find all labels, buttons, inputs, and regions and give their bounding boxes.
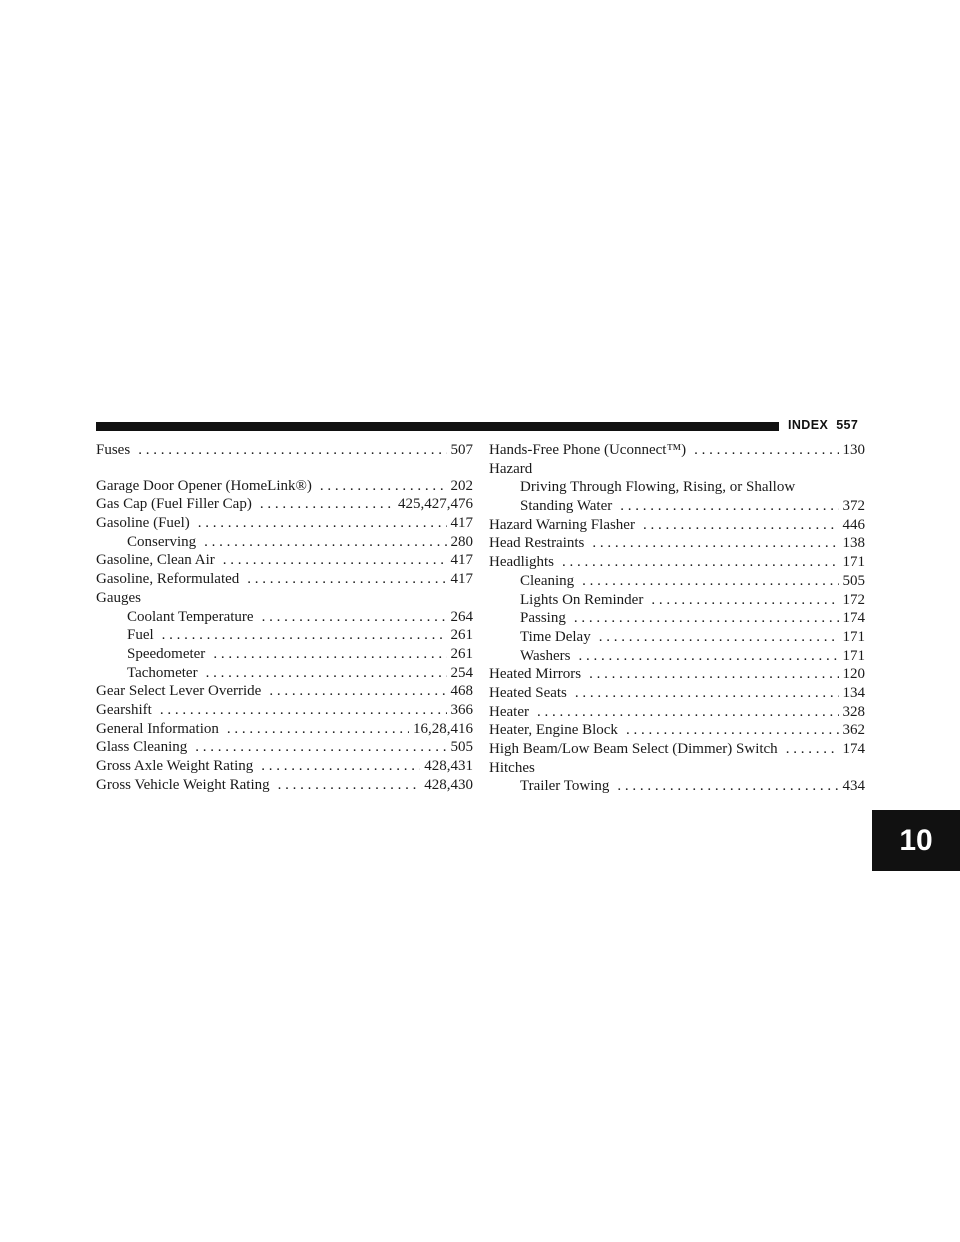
- index-subentry: [489, 591, 865, 610]
- index-entry: [489, 534, 865, 553]
- entry-page-number: 468: [450, 683, 473, 700]
- entry-term: Gross Axle Weight Rating: [96, 758, 254, 774]
- index-subentry: [96, 626, 473, 645]
- index-entry: [96, 495, 473, 514]
- dot-leader: [643, 516, 839, 535]
- index-column-left: [96, 441, 473, 794]
- entry-page-number: 280: [450, 533, 473, 550]
- dot-leader: [269, 682, 446, 701]
- dot-leader: [599, 628, 839, 647]
- entry-page-number: 417: [450, 515, 473, 532]
- entry-term: Trailer Towing: [520, 778, 610, 795]
- entry-page-number: 171: [842, 628, 865, 645]
- index-entry-wrapped-line: Driving Through Flowing, Rising, or Shallow: [520, 479, 796, 496]
- entry-term: Heated Mirrors: [489, 666, 582, 683]
- dot-leader: [227, 720, 409, 739]
- entry-page-number: 130: [842, 442, 865, 458]
- entry-page-number: 171: [842, 554, 865, 571]
- dot-leader: [213, 645, 446, 664]
- entry-term: Gasoline, Clean Air: [96, 552, 215, 569]
- index-subentry: [96, 608, 473, 627]
- dot-leader: [204, 533, 446, 552]
- entry-page-number: 428,430: [424, 776, 473, 793]
- entry-term: Fuel: [127, 627, 154, 644]
- index-entry: [96, 720, 473, 739]
- entry-term: Time Delay: [520, 628, 591, 645]
- index-entry: [489, 740, 865, 759]
- entry-term: Gas Cap (Fuel Filler Cap): [96, 496, 252, 513]
- header-rule: [96, 422, 779, 431]
- entry-page-number: 172: [842, 591, 865, 608]
- entry-term: Gear Select Lever Override: [96, 683, 262, 700]
- entry-term: Passing: [520, 610, 566, 627]
- entry-page-number: 434: [842, 778, 865, 795]
- entry-term: Cleaning: [520, 572, 575, 589]
- entry-term: Heated Seats: [489, 684, 567, 701]
- index-subentry: [489, 777, 865, 796]
- dot-leader: [223, 551, 447, 570]
- entry-term: Hazard Warning Flasher: [489, 516, 635, 533]
- entry-page-number: 261: [450, 645, 473, 662]
- entry-term: Gasoline, Reformulated: [96, 571, 240, 588]
- index-entry: [96, 570, 473, 589]
- dot-leader: [537, 703, 839, 722]
- dot-leader: [320, 477, 447, 496]
- index-subentry: [96, 645, 473, 664]
- entry-term: Glass Cleaning: [96, 739, 188, 756]
- dot-leader: [138, 441, 446, 460]
- entry-term: Gearshift: [96, 701, 152, 718]
- entry-page-number: 264: [450, 608, 473, 625]
- entry-page-number: 120: [842, 666, 865, 683]
- entry-term: Washers: [520, 647, 571, 664]
- entry-page-number: 174: [842, 741, 865, 757]
- index-entry: [96, 738, 473, 757]
- entry-page-number: 417: [450, 571, 473, 588]
- entry-term: Garage Door Opener (HomeLink®): [96, 477, 312, 494]
- entry-term: Gasoline (Fuel): [96, 515, 190, 532]
- entry-page-number: 254: [450, 664, 473, 681]
- entry-page-number: 505: [450, 739, 473, 756]
- entry-term: Coolant Temperature: [127, 608, 254, 625]
- index-entry: [96, 701, 473, 720]
- entry-term: Headlights: [489, 554, 554, 571]
- index-subentry: [489, 609, 865, 628]
- dot-leader: [261, 757, 420, 776]
- chapter-tab: 10: [872, 810, 960, 871]
- entry-page-number: 174: [842, 610, 865, 627]
- entry-term: Standing Water: [520, 498, 613, 515]
- entry-page-number: 507: [450, 442, 473, 458]
- dot-leader: [694, 441, 838, 460]
- index-column-right: [489, 441, 865, 796]
- dot-leader: [562, 553, 839, 572]
- entry-term: Speedometer: [127, 645, 206, 662]
- entry-term: Head Restraints: [489, 535, 585, 552]
- entry-term: Gross Vehicle Weight Rating: [96, 776, 270, 793]
- dot-leader: [260, 495, 394, 514]
- dot-leader: [247, 570, 446, 589]
- entry-page-number: 171: [842, 647, 865, 664]
- index-entry: [489, 684, 865, 703]
- entry-page-number: 261: [450, 627, 473, 644]
- entry-page-number: 446: [842, 516, 865, 533]
- header-title: INDEX: [788, 418, 829, 432]
- entry-term: Fuses: [96, 442, 131, 458]
- running-header: [788, 418, 858, 432]
- index-entry: [96, 776, 473, 795]
- index-entry: [96, 441, 473, 460]
- dot-leader: [582, 572, 838, 591]
- dot-leader: [617, 777, 838, 796]
- dot-leader: [620, 497, 838, 516]
- entry-gap: [96, 460, 473, 477]
- dot-leader: [574, 609, 839, 628]
- dot-leader: [198, 514, 447, 533]
- dot-leader: [195, 738, 446, 757]
- index-heading: Gauges: [96, 589, 141, 606]
- dot-leader: [206, 664, 447, 683]
- index-subentry: [96, 664, 473, 683]
- dot-leader: [651, 591, 838, 610]
- dot-leader: [578, 647, 838, 666]
- index-entry: [489, 703, 865, 722]
- dot-leader: [278, 776, 421, 795]
- dot-leader: [589, 665, 838, 684]
- entry-page-number: 202: [450, 477, 473, 494]
- entry-page-number: 417: [450, 552, 473, 569]
- dot-leader: [162, 626, 447, 645]
- dot-leader: [160, 701, 447, 720]
- dot-leader: [626, 721, 839, 740]
- entry-term: Heater, Engine Block: [489, 722, 618, 739]
- index-entry: [96, 682, 473, 701]
- dot-leader: [575, 684, 839, 703]
- index-heading: Hazard: [489, 460, 533, 477]
- entry-page-number: 134: [842, 684, 865, 701]
- entry-page-number: 366: [450, 701, 473, 718]
- index-entry: [489, 721, 865, 740]
- entry-term: Lights On Reminder: [520, 591, 644, 608]
- index-subentry: [96, 533, 473, 552]
- index-entry: [96, 757, 473, 776]
- entry-page-number: 328: [842, 703, 865, 720]
- index-subentry: [489, 572, 865, 591]
- entry-page-number: 138: [842, 535, 865, 552]
- entry-page-number: 16,28,416: [413, 720, 473, 737]
- entry-page-number: 428,431: [424, 758, 473, 774]
- entry-term: Tachometer: [127, 664, 198, 681]
- index-subentry: [489, 647, 865, 666]
- index-subentry: [489, 628, 865, 647]
- index-subentry: [489, 497, 865, 516]
- header-page-number: 557: [836, 418, 859, 432]
- entry-page-number: 505: [842, 572, 865, 589]
- entry-term: General Information: [96, 720, 219, 737]
- entry-page-number: 425,427,476: [398, 496, 473, 513]
- index-entry: [489, 441, 865, 460]
- entry-term: Heater: [489, 703, 529, 720]
- index-entry: [489, 665, 865, 684]
- index-entry: [489, 516, 865, 535]
- entry-term: Hands-Free Phone (Uconnect™): [489, 442, 687, 458]
- dot-leader: [592, 534, 838, 553]
- index-heading: Hitches: [489, 759, 535, 776]
- entry-page-number: 362: [842, 722, 865, 739]
- index-entry: [96, 477, 473, 496]
- index-entry: [96, 551, 473, 570]
- dot-leader: [786, 740, 839, 759]
- entry-term: Conserving: [127, 533, 197, 550]
- index-entry: [96, 514, 473, 533]
- index-entry: [489, 553, 865, 572]
- entry-term: High Beam/Low Beam Select (Dimmer) Switch: [489, 741, 778, 757]
- dot-leader: [262, 608, 447, 627]
- entry-page-number: 372: [842, 498, 865, 515]
